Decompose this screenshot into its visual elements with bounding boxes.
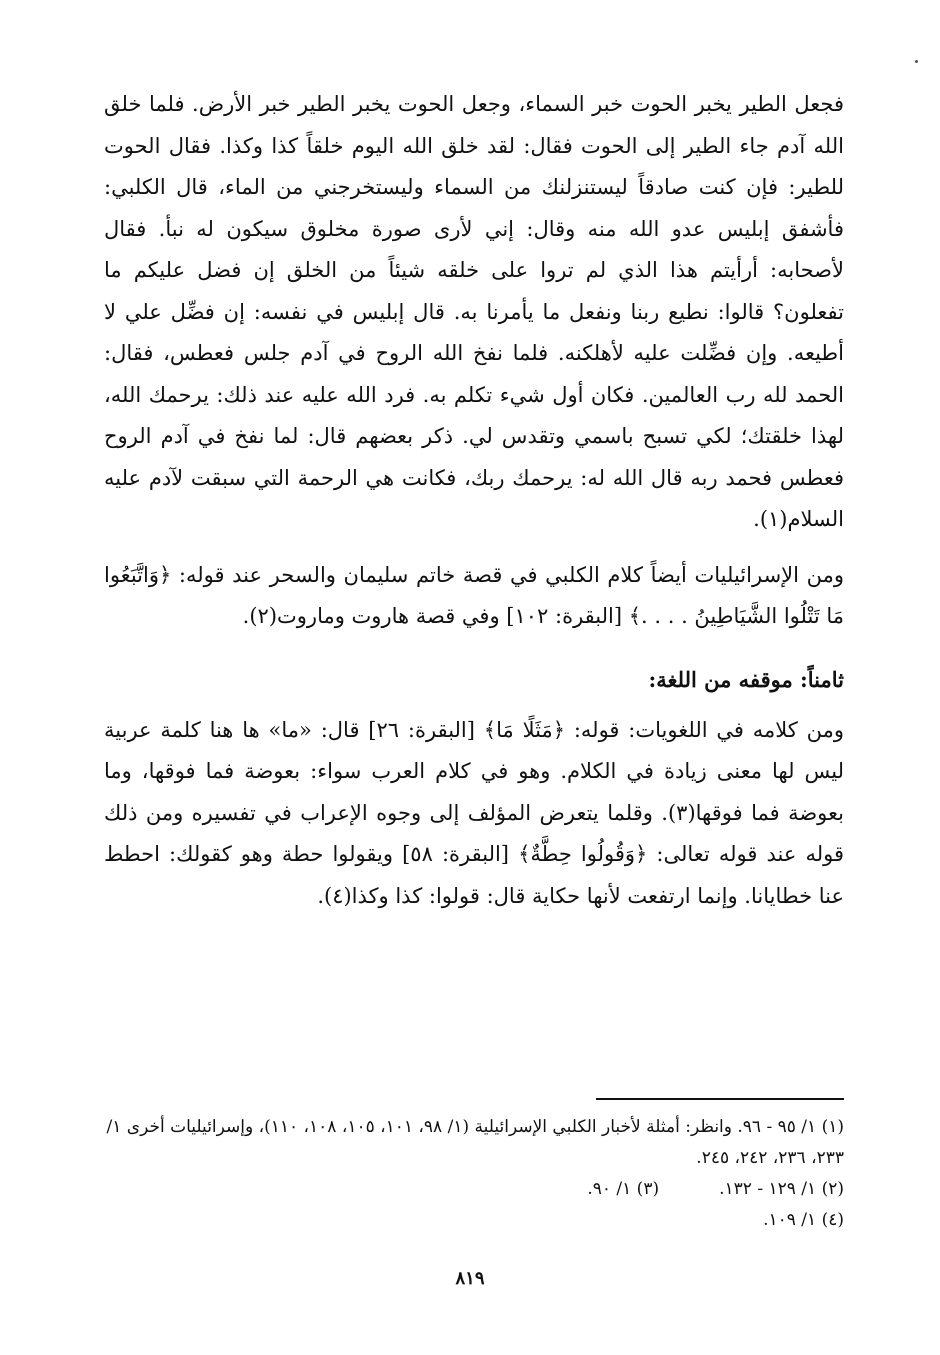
paragraph-1: فجعل الطير يخبر الحوت خبر السماء، وجعل الحوت يخبر الطير خبر الأرض. فلما خلق الله آدم جاء الطير إلى الحوت فقال: لقد خلق الله اليوم خلقاً كذا وكذا. فقال الحوت للطير: فإن كنت صادقاً ليستنزلنك من السماء وليستخرجني من الماء، قال الكلبي: فأشفق إبليس عدو الله منه وقال: إني لأرى صورة مخلوق سيكون له نبأ. فقال لأصحابه: أرأيتم هذا الذي لم تروا على خلقه شيئاً من الخلق إن فضل عليكم ما تفعلون؟ قالوا: نطيع ربنا ونفعل ما يأمرنا به. قال إبليس في نفسه: إن فضِّل علي لا أطيعه. وإن فضِّلت عليه لأهلكنه. فلما نفخ الله الروح في آدم جلس فعطس، فقال: الحمد لله رب العالمين. فكان أول شيء تكلم به. فرد الله عليه عند ذلك: يرحمك الله، لهذا خلقتك؛ لكي تسبح باسمي وتقدس لي. ذكر بعضهم قال: لما نفخ في آدم الروح فعطس فحمد ربه قال الله له: يرحمك ربك، فكانت هي الرحمة التي سبقت لآدم عليه السلام(١). (104, 92, 844, 531)
paragraph-2: ومن الإسرائيليات أيضاً كلام الكلبي في قصة خاتم سليمان والسحر عند قوله: ﴿وَاتَّبَعُوا مَا تَتْلُوا الشَّيَاطِينُ . . . .﴾ [البقرة: ١٠٢] وفي قصة هاروت وماروت(٢). (104, 562, 844, 628)
footnote-3: (٣) ١/ ٩٠. (587, 1179, 660, 1199)
footnote-row (104, 1174, 844, 1205)
footnotes (104, 1098, 844, 1236)
footnote-divider (596, 1098, 844, 1100)
scan-mark (915, 60, 918, 63)
footnote-1: (١) ١/ ٩٥ - ٩٦. وانظر: أمثلة لأخبار الكلبي الإسرائيلية (١/ ٩٨، ١٠١، ١٠٥، ١٠٨، ١١٠)، وإسرائيليات أخرى ١/ ٢٣٣، ٢٣٦، ٢٤٢، ٢٤٥. (106, 1117, 844, 1168)
section-heading: ثامناً: موقفه من اللغة: (648, 666, 844, 692)
paragraph-3: ومن كلامه في اللغويات: قوله: ﴿مَثَلًا مَا﴾ [البقرة: ٢٦] قال: «ما» ها هنا كلمة عربية ليس لها معنى زيادة في الكلام. وهو في كلام العرب سواء: بعوضة فما فوقها، وما بعوضة فما فوقها(٣). وقلما يتعرض المؤلف إلى وجوه الإعراب في تفسيره ومن ذلك قوله عند قوله تعالى: ﴿وَقُولُوا حِطَّةٌ﴾ [البقرة: ٥٨] ويقولوا حطة وهو كقولك: احطط عنا خطايانا. وإنما ارتفعت لأنها حكاية قال: قولوا: كذا وكذا(٤). (104, 717, 845, 908)
footnote-4: (٤) ١/ ١٠٩. (763, 1210, 844, 1230)
page-number: ٨١٩ (455, 1268, 485, 1289)
footnote-2: (٢) ١/ ١٢٩ - ١٣٢. (719, 1179, 844, 1199)
main-text (104, 84, 844, 917)
